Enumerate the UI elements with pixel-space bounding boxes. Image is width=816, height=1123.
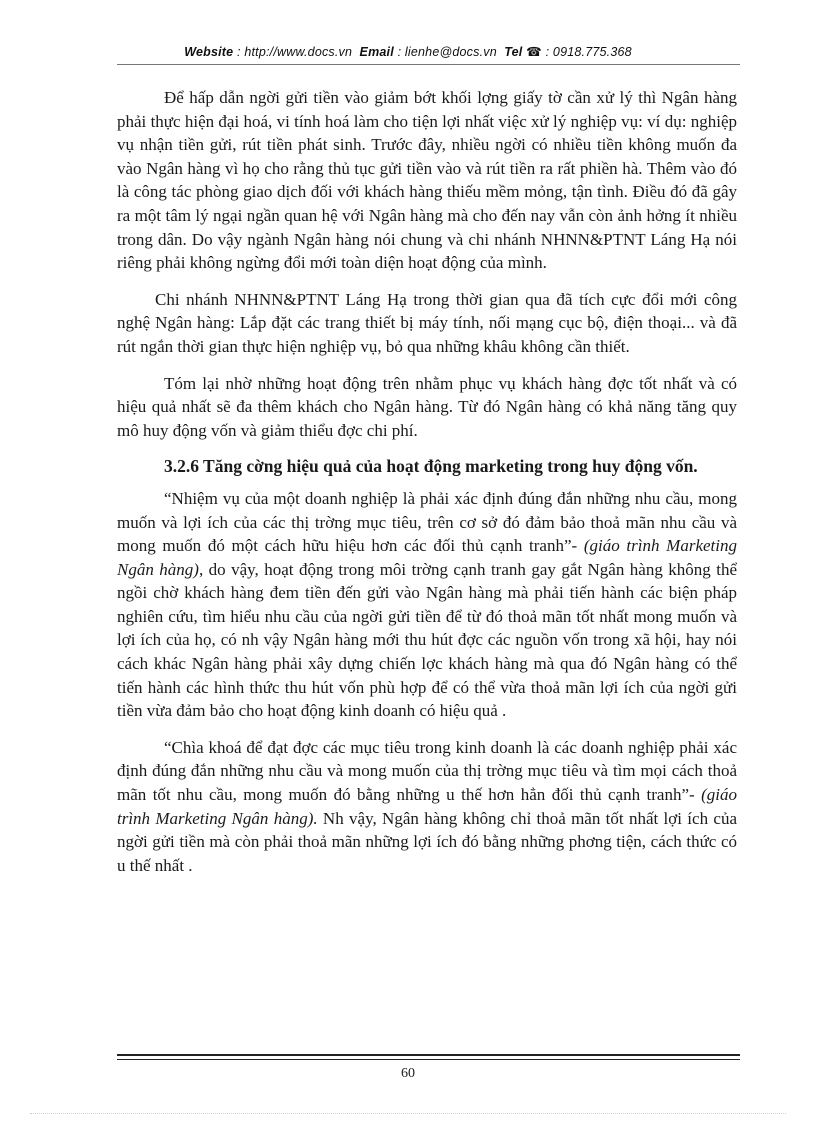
website-label: Website: [184, 45, 234, 59]
website-value: : http://www.docs.vn: [237, 45, 353, 59]
paragraph-5-rest: Nh vậy, Ngân hàng không chỉ thoả mãn tốt nhất lợi ích của ngời gửi tiền mà còn phải thoả mãn những lợi ích đó bằng những phơng tiện, cách thức có u thế nhất .: [117, 808, 737, 875]
email-value: : lienhe@docs.vn: [397, 45, 497, 59]
tel-label: Tel: [504, 45, 523, 59]
email-label: Email: [359, 45, 394, 59]
paragraph-3: Tóm lại nhờ những hoạt động trên nhằm phục vụ khách hàng đợc tốt nhất và có hiệu quả nhất sẽ đa thêm khách cho Ngân hàng. Từ đó Ngân hàng có khả năng tăng quy mô huy động vốn và giảm thiểu đợc chi phí.: [117, 373, 737, 440]
paragraph-2: Chi nhánh NHNN&PTNT Láng Hạ trong thời gian qua đã tích cực đổi mới công nghệ Ngân hàng: Lắp đặt các trang thiết bị máy tính, nối mạng cục bộ, điện thoại... và đã rút ngắn thời gian thực hiện nghiệp vụ, bỏ qua những khâu không cần thiết.: [117, 289, 737, 356]
paragraph-5-citation: (giáo trình Marketing Ngân hàng).: [117, 785, 737, 828]
footer-divider-thin: [117, 1059, 740, 1060]
page-header: [0, 44, 816, 59]
paragraph-4-rest: , do vậy, hoạt động trong môi trờng cạnh tranh gay gắt Ngân hàng không thể ngồi chờ khách hàng đem tiền đến gửi vào Ngân hàng mà phải tiến hành các biện pháp nghiên cứu, tìm hiểu nhu cầu của ngời gửi tiền để từ đó thoả mãn tốt nhất mong muốn và lợi ích của họ, có nh vậy Ngân hàng mới thu hút đợc các nguồn vốn trong xã hội, hay nói cách khác Ngân hàng phải xây dựng chiến lợc khách hàng mà qua đó Ngân hàng có thể tiến hành các hình thức thu hút vốn phù hợp để có thể vừa thoả mãn lợi ích của ngời gửi tiền vừa đảm bảo cho hoạt động kinh doanh có hiệu quả .: [117, 559, 738, 721]
paragraph-5-quote: “Chìa khoá để đạt đợc các mục tiêu trong kinh doanh là các doanh nghiệp phải xác định đúng đắn những nhu cầu và mong muốn của thị trờng mục tiêu và tìm mọi cách thoả mãn tốt nhu cầu, mong muốn đó bằng những u thế hơn hẳn đối thủ cạnh tranh”-: [117, 737, 737, 805]
paragraph-1: Để hấp dẫn ngời gửi tiền vào giảm bớt khối lợng giấy tờ cần xử lý thì Ngân hàng phải thực hiện đại hoá, vi tính hoá làm cho tiện lợi nhất việc xử lý nghiệp vụ: ví dụ: nghiệp vụ nhận tiền gửi, rút tiền phát sinh. Trước đây, nhiều ngời có nhiều tiền không muốn đa vào Ngân hàng vì họ cho rằng thủ tục gửi tiền vào và rút tiền ra rất phiền hà. Thêm vào đó là công tác phòng giao dịch đối với khách hàng thiếu mềm mỏng, tận tình. Điều đó đã gây ra một tâm lý ngại ngần quan hệ với Ngân hàng mà cho đến nay vẫn còn ảnh hởng ít nhiều trong dân. Do vậy ngành Ngân hàng nói chung và chi nhánh NHNN&PTNT Láng Hạ nói riêng phải không ngừng đổi mới toàn diện hoạt động của mình.: [117, 88, 737, 273]
tel-value: : 0918.775.368: [545, 45, 632, 59]
footer-divider-thick: [117, 1054, 740, 1056]
phone-icon: ☎: [526, 45, 542, 59]
paragraph-5: [117, 736, 737, 878]
paragraph-4-quote: “Nhiệm vụ của một doanh nghiệp là phải xác định đúng đắn những nhu cầu, mong muốn và lợi ích của các thị trờng mục tiêu, trên cơ sở đó đảm bảo thoả mãn nhu cầu và mong muốn đó một cách hữu hiệu hơn các đối thủ cạnh tranh”-: [117, 488, 737, 556]
document-body: [117, 86, 737, 890]
section-heading: 3.2.6 Tăng cờng hiệu quả của hoạt động marketing trong huy động vốn.: [164, 456, 698, 477]
paragraph-4-citation: (giáo trình Marketing Ngân hàng): [117, 536, 737, 579]
header-divider: [117, 64, 740, 65]
page-number: 60: [401, 1066, 415, 1081]
page-edge-dotted-line: [30, 1113, 786, 1114]
paragraph-4: [117, 487, 737, 723]
